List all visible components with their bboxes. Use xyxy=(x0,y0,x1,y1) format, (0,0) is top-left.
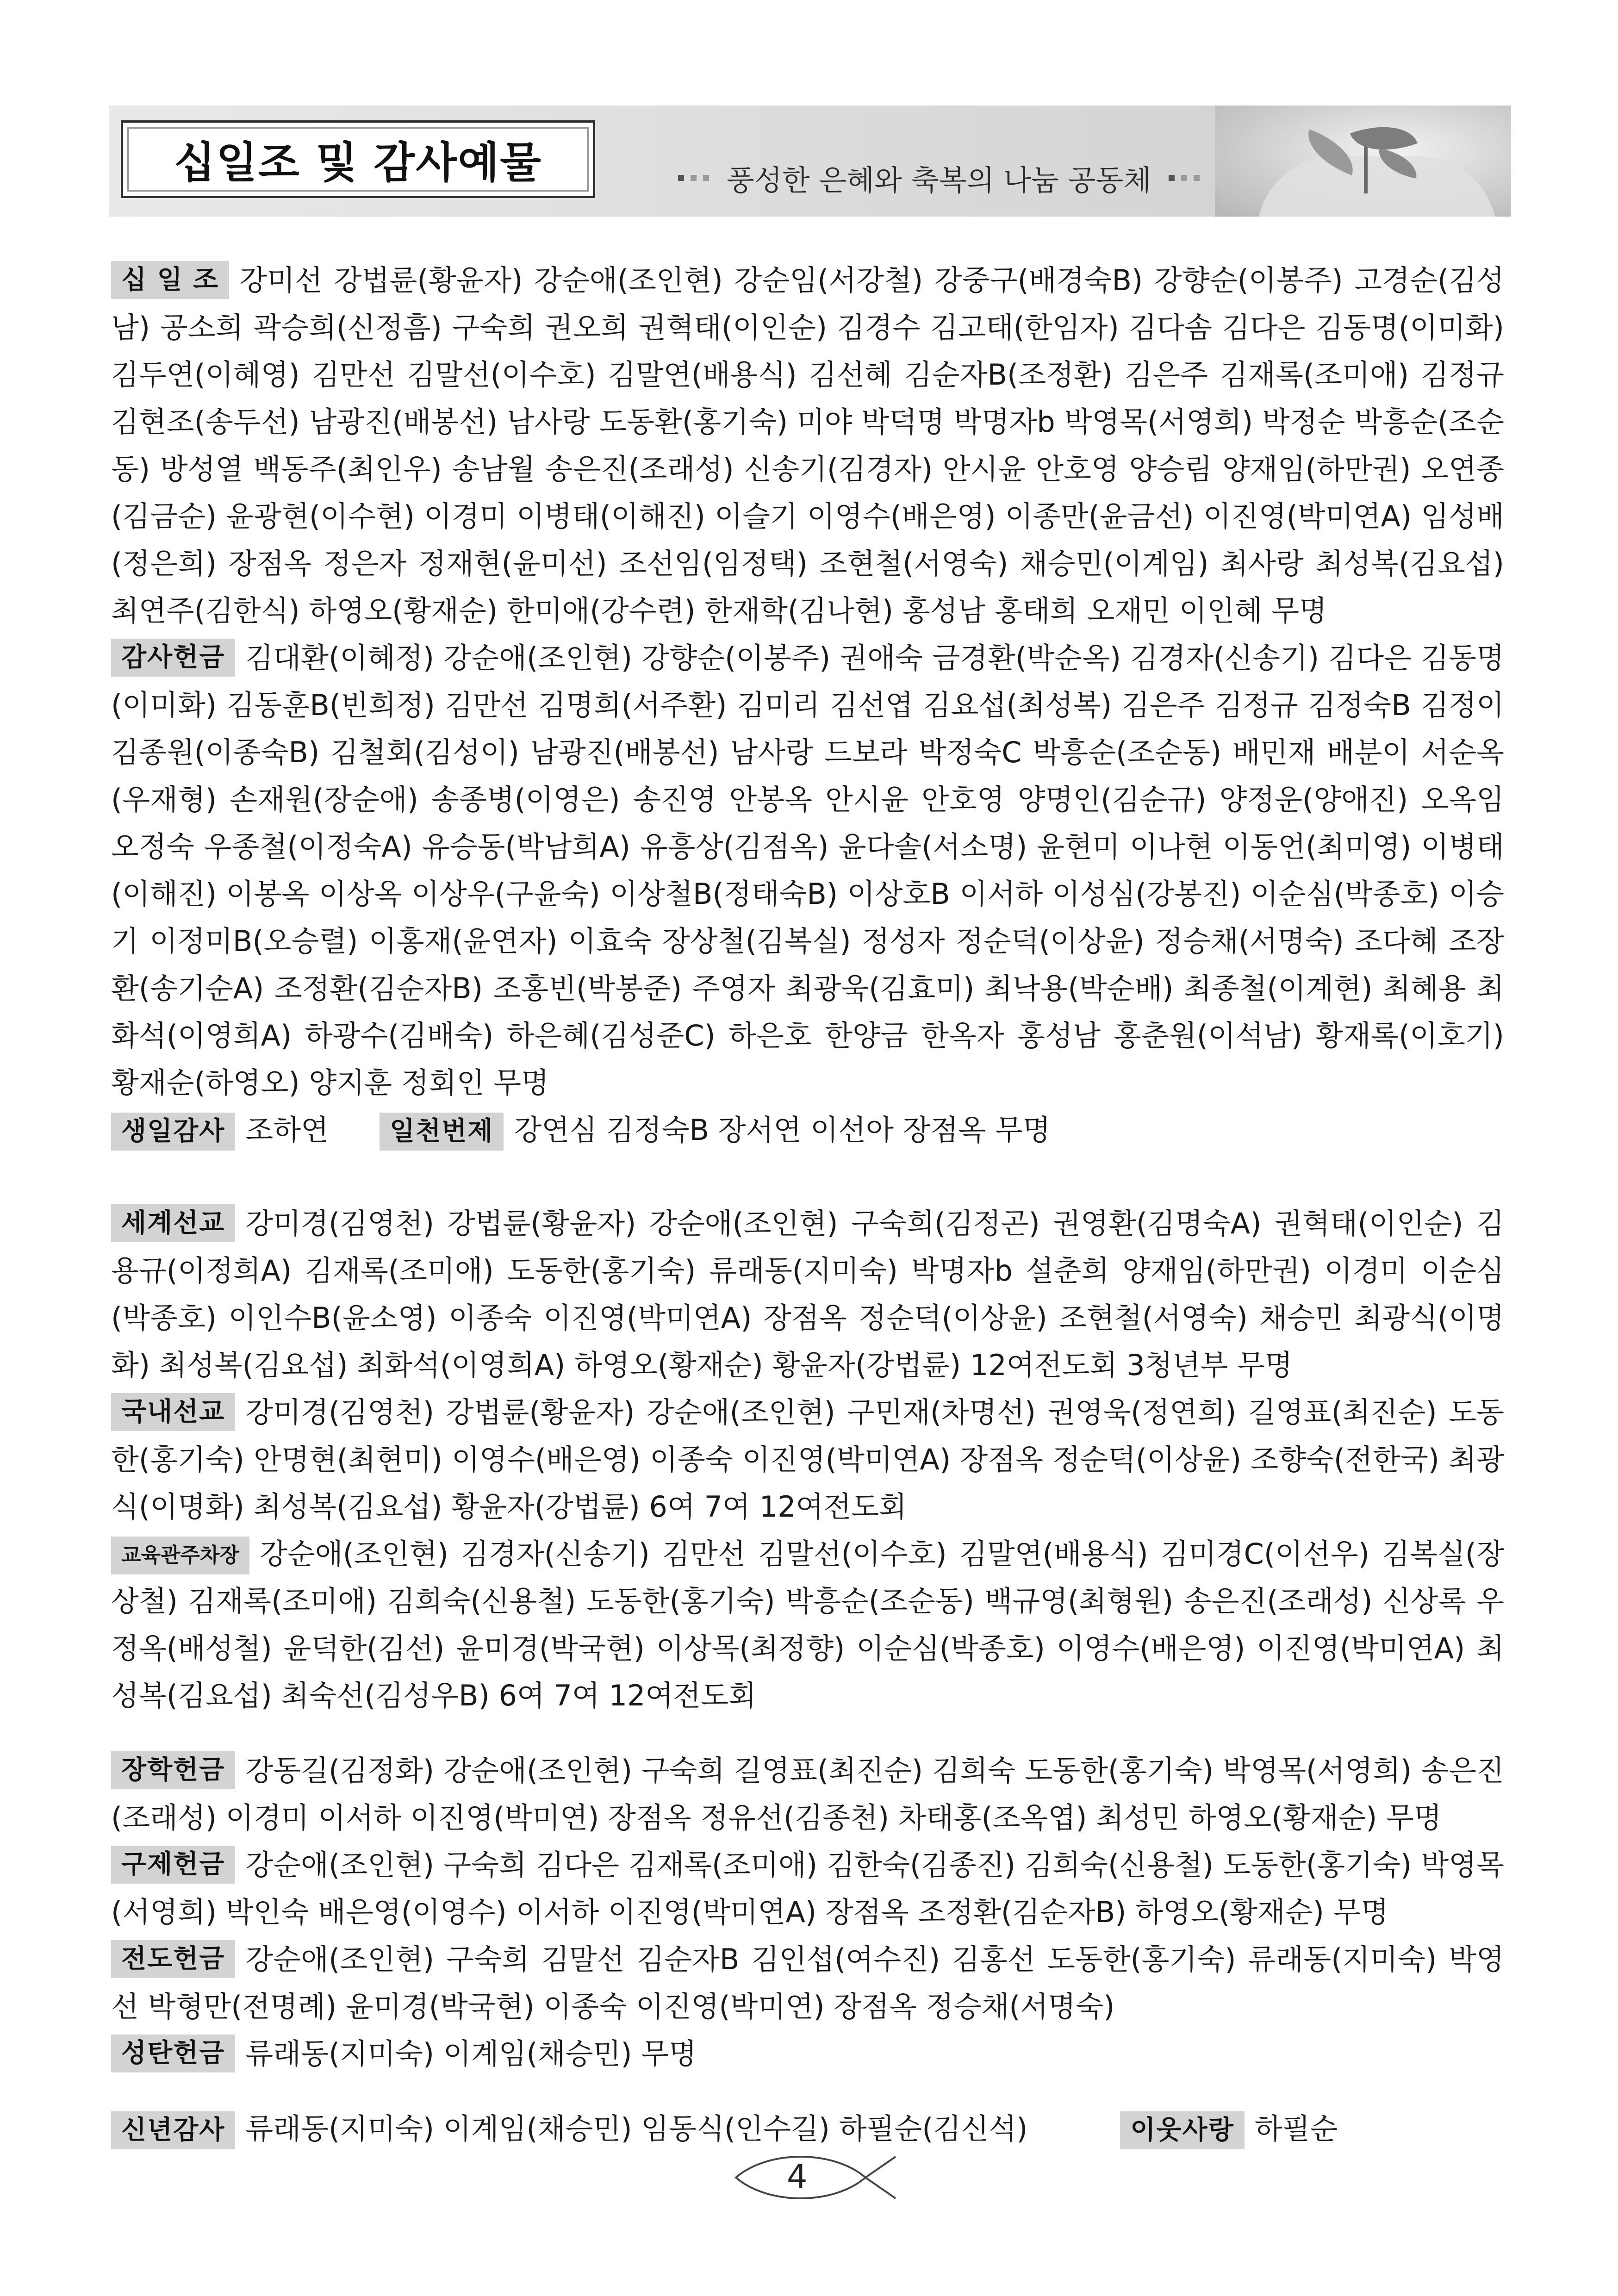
subtitle-row xyxy=(678,157,1200,199)
names-relief: 강순애(조인현) 구숙희 김다은 김재록(조미애) 김한숙(김종진) 김희숙(신용철) 도동한(홍기숙) 박영목(서영희) 박인숙 배은영(이영수) 이서하 이진영(박미연A) 장점옥 조정환(김순자B) 하영오(황재순) 무명 xyxy=(111,1848,1504,1929)
page-header xyxy=(109,106,1511,217)
label-newyear: 신년감사 xyxy=(111,2111,235,2149)
page-number: 4 xyxy=(787,2158,808,2196)
label-education: 교육관주차장 xyxy=(111,1537,249,1574)
names-tithe: 강미선 강법륜(황윤자) 강순애(조인현) 강순임(서강철) 강중구(배경숙B) 강향순(이봉주) 고경순(김성남) 공소희 곽승희(신정흠) 구숙희 권오희 권혁태(이인순) 김경수 김고태(한임자) 김다솜 김다은 김동명(이미화) 김두연(이혜영) 김만선 김말선(이수호) 김말연(배용식) 김선혜 김순자B(조정환) 김은주 김재록(조미애) 김정규 김현조(송두선) 남광진(배봉선) 남사랑 도동환(홍기숙) 미야 박덕명 박명자b 박영목(서영희) 박정순 박흥순(조순동) 방성열 백동주(최인우) 송남월 송은진(조래성) 신송기(김경자) 안시윤 안호영 양승림 양재임(하만권) 오연종(김금순) 윤광현(이수현) 이경미 이병태(이해진) 이슬기 이영수(배은영) 이종만(윤금선) 이진영(박미연A) 임성배(정은희) 장점옥 정은자 정재현(윤미선) 조선임(임정택) 조현철(서영숙) 채승민(이계임) 최사랑 최성복(김요섭) 최연주(김한식) 하영오(황재순) 한미애(강수련) 한재학(김나현) 홍성남 홍태희 오재민 이인혜 무명 xyxy=(111,263,1504,628)
section-education xyxy=(111,1531,1504,1719)
names-scholarship: 강동길(김정화) 강순애(조인현) 구숙희 길영표(최진순) 김희숙 도동한(홍기숙) 박영목(서영희) 송은진(조래성) 이경미 이서하 이진영(박미연) 장점옥 정유선(김종천) 차태홍(조옥엽) 최성민 하영오(황재순) 무명 xyxy=(111,1754,1504,1835)
section-relief xyxy=(111,1842,1504,1936)
page-footer xyxy=(717,2147,902,2208)
section-newyear-neighbor xyxy=(111,2105,1504,2153)
page-title: 십일조 및 감사예물 xyxy=(174,138,542,187)
subtitle: 풍성한 은혜와 축복의 나눔 공동체 xyxy=(727,163,1151,197)
section-tithe xyxy=(111,257,1504,635)
label-relief: 구제헌금 xyxy=(111,1846,235,1884)
label-tithe: 십 일 조 xyxy=(111,261,229,299)
section-scholarship xyxy=(111,1747,1504,1842)
section-evangelism xyxy=(111,1936,1504,2030)
names-education: 강순애(조인현) 김경자(신송기) 김만선 김말선(이수호) 김말연(배용식) 김미경C(이선우) 김복실(장상철) 김재록(조미애) 김희숙(신용철) 도동한(홍기숙) 박흥순(조순동) 백규영(최형원) 송은진(조래성) 신상록 우정옥(배성철) 윤덕한(김선) 윤미경(박국현) 이상목(최정향) 이순심(박종호) 이영수(배은영) 이진영(박미연A) 최성복(김요섭) 최숙선(김성우B) 6여 7여 12여전도회 xyxy=(111,1537,1504,1712)
dots-left-icon xyxy=(678,175,709,181)
label-neighbor: 이웃사랑 xyxy=(1120,2111,1244,2149)
label-domestic-mission: 국내선교 xyxy=(111,1393,235,1431)
label-onethousand: 일천번제 xyxy=(380,1113,504,1151)
names-domestic-mission: 강미경(김영천) 강법륜(황윤자) 강순애(조인현) 구민재(차명선) 권영욱(정연희) 길영표(최진순) 도동한(홍기숙) 안명현(최현미) 이영수(배은영) 이종숙 이진영(박미연A) 장점옥 정순덕(이상윤) 조향숙(전한국) 최광식(이명화) 최성복(김요섭) 황윤자(강법륜) 6여 7여 12여전도회 xyxy=(111,1395,1504,1524)
names-onethousand: 강연심 김정숙B 장서연 이선아 장점옥 무명 xyxy=(514,1113,1051,1147)
label-evangelism: 전도헌금 xyxy=(111,1940,235,1978)
names-newyear: 류래동(지미숙) 이계임(채승민) 임동식(인수길) 하필순(김신석) xyxy=(245,2112,1028,2146)
names-neighbor: 하필순 xyxy=(1254,2112,1338,2146)
names-christmas: 류래동(지미숙) 이계임(채승민) 무명 xyxy=(245,2037,697,2071)
section-christmas xyxy=(111,2030,1504,2078)
section-world-mission xyxy=(111,1200,1504,1389)
names-thanks: 김대환(이혜정) 강순애(조인현) 강향순(이봉주) 권애숙 금경환(박순옥) 김경자(신송기) 김다은 김동명(이미화) 김동훈B(빈희정) 김만선 김명희(서주환) 김미리 김선엽 김요섭(최성복) 김은주 김정규 김정숙B 김정이 김종원(이종숙B) 김철회(김성이) 남광진(배봉선) 남사랑 드보라 박정숙C 박흥순(조순동) 배민재 배분이 서순옥(우재형) 손재원(장순애) 송종병(이영은) 송진영 안봉옥 안시윤 안호영 양명인(김순규) 양정운(양애진) 오옥임 오정숙 우종철(이정숙A) 유승동(박남희A) 유흥상(김점옥) 윤다솔(서소명) 윤현미 이나현 이동언(최미영) 이병태(이해진) 이봉옥 이상옥 이상우(구윤숙) 이상철B(정태숙B) 이상호B 이서하 이성심(강봉진) 이순심(박종호) 이승기 이정미B(오승렬) 이홍재(윤연자) 이효숙 장상철(김복실) 정성자 정순덕(이상윤) 정승채(서명숙) 조다혜 조장환(송기순A) 조정환(김순자B) 조홍빈(박봉준) 주영자 최광욱(김효미) 최낙용(박순배) 최종철(이계현) 최혜용 최화석(이영희A) 하광수(김배숙) 하은혜(김성준C) 하은호 한양금 한옥자 홍성남 홍춘원(이석남) 황재록(이호기) 황재순(하영오) 양지훈 정회인 무명 xyxy=(111,641,1504,1100)
dots-right-icon xyxy=(1169,175,1200,181)
label-scholarship: 장학헌금 xyxy=(111,1751,235,1789)
names-evangelism: 강순애(조인현) 구숙희 김말선 김순자B 김인섭(여수진) 김홍선 도동한(홍기숙) 류래동(지미숙) 박영선 박형만(전명례) 윤미경(박국현) 이종숙 이진영(박미연) 장점옥 정승채(서명숙) xyxy=(111,1942,1504,2023)
names-world-mission: 강미경(김영천) 강법륜(황윤자) 강순애(조인현) 구숙희(김정곤) 권영환(김명숙A) 권혁태(이인순) 김용규(이정희A) 김재록(조미애) 도동한(홍기숙) 류래동(지미숙) 박명자b 설춘희 양재임(하만권) 이경미 이순심(박종호) 이인수B(윤소영) 이종숙 이진영(박미연A) 장점옥 정순덕(이상윤) 조현철(서영숙) 채승민 최광식(이명화) 최성복(김요섭) 최화석(이영희A) 하영오(황재순) 황윤자(강법륜) 12여전도회 3청년부 무명 xyxy=(111,1207,1504,1382)
label-christmas: 성탄헌금 xyxy=(111,2035,235,2072)
label-thanks: 감사헌금 xyxy=(111,639,235,677)
section-thanks xyxy=(111,635,1504,1107)
offering-list xyxy=(111,257,1504,2153)
section-domestic-mission xyxy=(111,1389,1504,1531)
label-birthday: 생일감사 xyxy=(111,1113,235,1151)
label-world-mission: 세계선교 xyxy=(111,1204,235,1242)
names-birthday: 조하연 xyxy=(245,1113,329,1147)
title-box xyxy=(121,120,595,198)
section-birthday-onethousand xyxy=(111,1107,1504,1154)
fish-icon xyxy=(717,2147,902,2208)
hands-seedling-image xyxy=(1215,106,1511,217)
